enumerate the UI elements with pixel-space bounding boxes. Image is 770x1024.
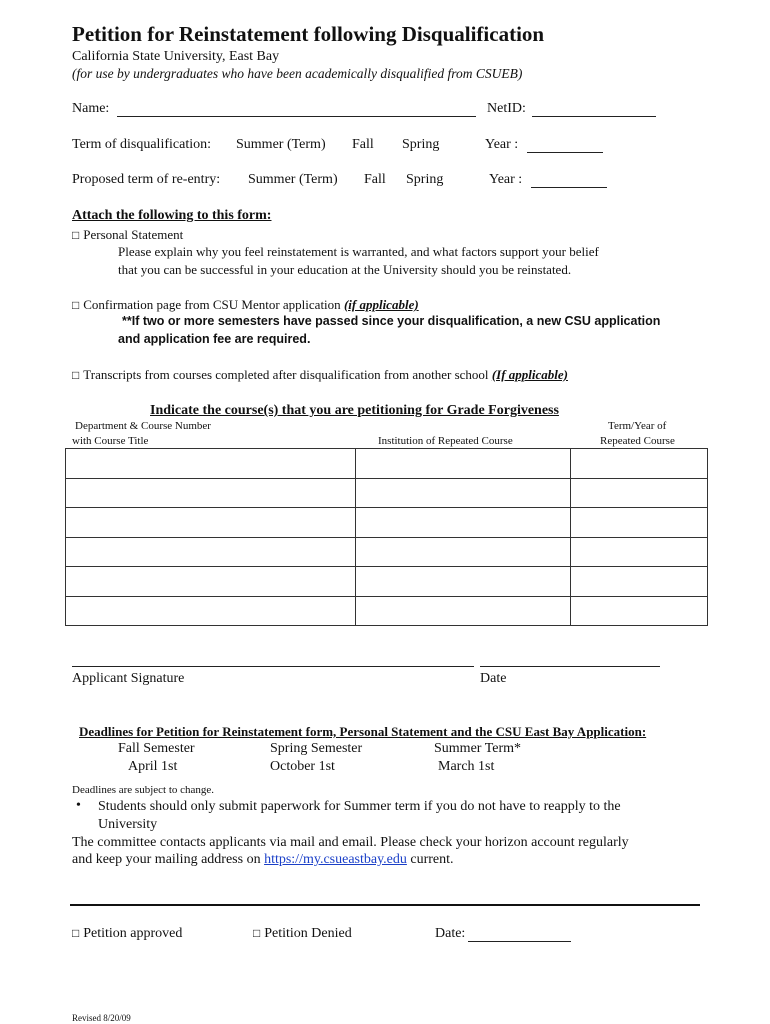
- table-row: [66, 449, 708, 479]
- csu-application-warning-2: and application fee are required.: [118, 332, 311, 346]
- deadline-spring-date: October 1st: [270, 759, 335, 774]
- office-date-label: Date:: [435, 926, 466, 941]
- approved-label: Petition approved: [83, 926, 183, 941]
- contact-note-2-pre: and keep your mailing address on: [72, 852, 261, 867]
- transcripts-if-applicable: (If applicable): [491, 367, 568, 382]
- netid-field[interactable]: [532, 116, 656, 117]
- deadline-summer-term: Summer Term*: [434, 741, 522, 756]
- confirmation-item: [72, 297, 419, 313]
- institution-cell[interactable]: [356, 567, 571, 597]
- contact-note-2-post: current.: [410, 852, 454, 867]
- col-institution-header: Institution of Repeated Course: [378, 435, 513, 447]
- term-disqualification-label: Term of disqualification:: [72, 137, 211, 152]
- deadline-summer-date: March 1st: [438, 759, 495, 774]
- netid-label: NetID:: [487, 101, 526, 116]
- name-field[interactable]: [117, 116, 476, 117]
- disq-year-field[interactable]: [527, 152, 603, 153]
- reentry-spring-option[interactable]: Spring: [406, 172, 444, 187]
- term-year-cell[interactable]: [571, 478, 708, 508]
- term-year-cell[interactable]: [571, 567, 708, 597]
- table-row: [66, 596, 708, 626]
- col-term-header-1: Term/Year of: [608, 420, 667, 432]
- page-title: Petition for Reinstatement following Disqualification: [72, 22, 545, 46]
- term-year-cell[interactable]: [571, 449, 708, 479]
- applicant-signature-label: Applicant Signature: [72, 671, 185, 686]
- confirmation-checkbox[interactable]: □: [72, 298, 80, 312]
- col-course-header-1: Department & Course Number: [75, 420, 211, 432]
- confirmation-label: Confirmation page from CSU Mentor application: [83, 297, 341, 312]
- transcripts-checkbox[interactable]: □: [72, 368, 80, 382]
- course-cell[interactable]: [66, 478, 356, 508]
- table-row: [66, 478, 708, 508]
- deadline-fall-date: April 1st: [128, 759, 178, 774]
- course-cell[interactable]: [66, 567, 356, 597]
- revision-date: Revised 8/20/09: [72, 1013, 131, 1023]
- course-cell[interactable]: [66, 508, 356, 538]
- bullet-glyph: •: [76, 798, 81, 813]
- reentry-summer-option[interactable]: Summer (Term): [248, 172, 338, 187]
- grade-forgiveness-heading: Indicate the course(s) that you are petitioning for Grade Forgiveness: [150, 403, 559, 418]
- table-row: [66, 537, 708, 567]
- signature-date-line[interactable]: [480, 666, 660, 667]
- disq-summer-option[interactable]: Summer (Term): [236, 137, 326, 152]
- denied-label: Petition Denied: [264, 926, 352, 941]
- denied-checkbox[interactable]: □: [253, 926, 261, 940]
- contact-note-1: The committee contacts applicants via mail and email. Please check your horizon account regularly: [72, 835, 629, 850]
- course-cell[interactable]: [66, 537, 356, 567]
- reentry-fall-option[interactable]: Fall: [364, 172, 386, 187]
- confirmation-if-applicable: (if applicable): [343, 297, 419, 312]
- disq-spring-option[interactable]: Spring: [402, 137, 440, 152]
- courses-table: [65, 448, 708, 626]
- term-year-cell[interactable]: [571, 537, 708, 567]
- disq-year-label: Year :: [485, 137, 519, 152]
- institution-cell[interactable]: [356, 596, 571, 626]
- term-year-cell[interactable]: [571, 508, 708, 538]
- csu-application-warning-1: **If two or more semesters have passed since your disqualification, a new CSU application: [122, 314, 661, 328]
- disq-fall-option[interactable]: Fall: [352, 137, 374, 152]
- course-cell[interactable]: [66, 449, 356, 479]
- signature-date-label: Date: [480, 671, 507, 686]
- personal-statement-label: Personal Statement: [83, 227, 184, 242]
- deadline-fall-term: Fall Semester: [118, 741, 195, 756]
- approved-checkbox[interactable]: □: [72, 926, 80, 940]
- table-row: [66, 508, 708, 538]
- csueastbay-link[interactable]: https://my.csueastbay.edu: [264, 852, 407, 867]
- reentry-year-field[interactable]: [531, 187, 607, 188]
- deadline-spring-term: Spring Semester: [270, 741, 363, 756]
- eligibility-note: (for use by undergraduates who have been academically disqualified from CSUEB): [72, 66, 523, 81]
- course-cell[interactable]: [66, 596, 356, 626]
- col-course-header-2: with Course Title: [72, 435, 149, 447]
- deadlines-change-note: Deadlines are subject to change.: [72, 784, 215, 796]
- contact-note-2: [72, 852, 454, 868]
- name-label: Name:: [72, 101, 110, 116]
- attach-heading: Attach the following to this form:: [72, 208, 272, 223]
- office-use-divider: [70, 904, 700, 906]
- term-year-cell[interactable]: [571, 596, 708, 626]
- personal-statement-checkbox[interactable]: □: [72, 228, 80, 242]
- institution-cell[interactable]: [356, 449, 571, 479]
- petition-approved-option: [72, 926, 182, 942]
- summer-note-2: University: [98, 817, 158, 832]
- applicant-signature-line[interactable]: [72, 666, 474, 667]
- institution-cell[interactable]: [356, 537, 571, 567]
- institution-cell[interactable]: [356, 478, 571, 508]
- reentry-year-label: Year :: [489, 172, 523, 187]
- office-date-field[interactable]: [468, 941, 571, 942]
- col-term-header-2: Repeated Course: [600, 435, 675, 447]
- transcripts-label: Transcripts from courses completed after disqualification from another school: [83, 367, 489, 382]
- transcripts-item: [72, 367, 568, 383]
- personal-statement-instructions-2: that you can be successful in your education at the University should you be reinstated.: [118, 262, 572, 277]
- personal-statement-instructions-1: Please explain why you feel reinstatement is warranted, and what factors support your belief: [118, 244, 599, 259]
- institution-cell[interactable]: [356, 508, 571, 538]
- term-reentry-label: Proposed term of re-entry:: [72, 172, 221, 187]
- deadlines-heading: Deadlines for Petition for Reinstatement form, Personal Statement and the CSU East Bay Application:: [79, 724, 647, 739]
- institution-name: California State University, East Bay: [72, 49, 280, 64]
- personal-statement-item: [72, 227, 183, 243]
- petition-denied-option: [253, 926, 352, 942]
- summer-note-1: Students should only submit paperwork for Summer term if you do not have to reapply to the: [98, 799, 621, 814]
- table-row: [66, 567, 708, 597]
